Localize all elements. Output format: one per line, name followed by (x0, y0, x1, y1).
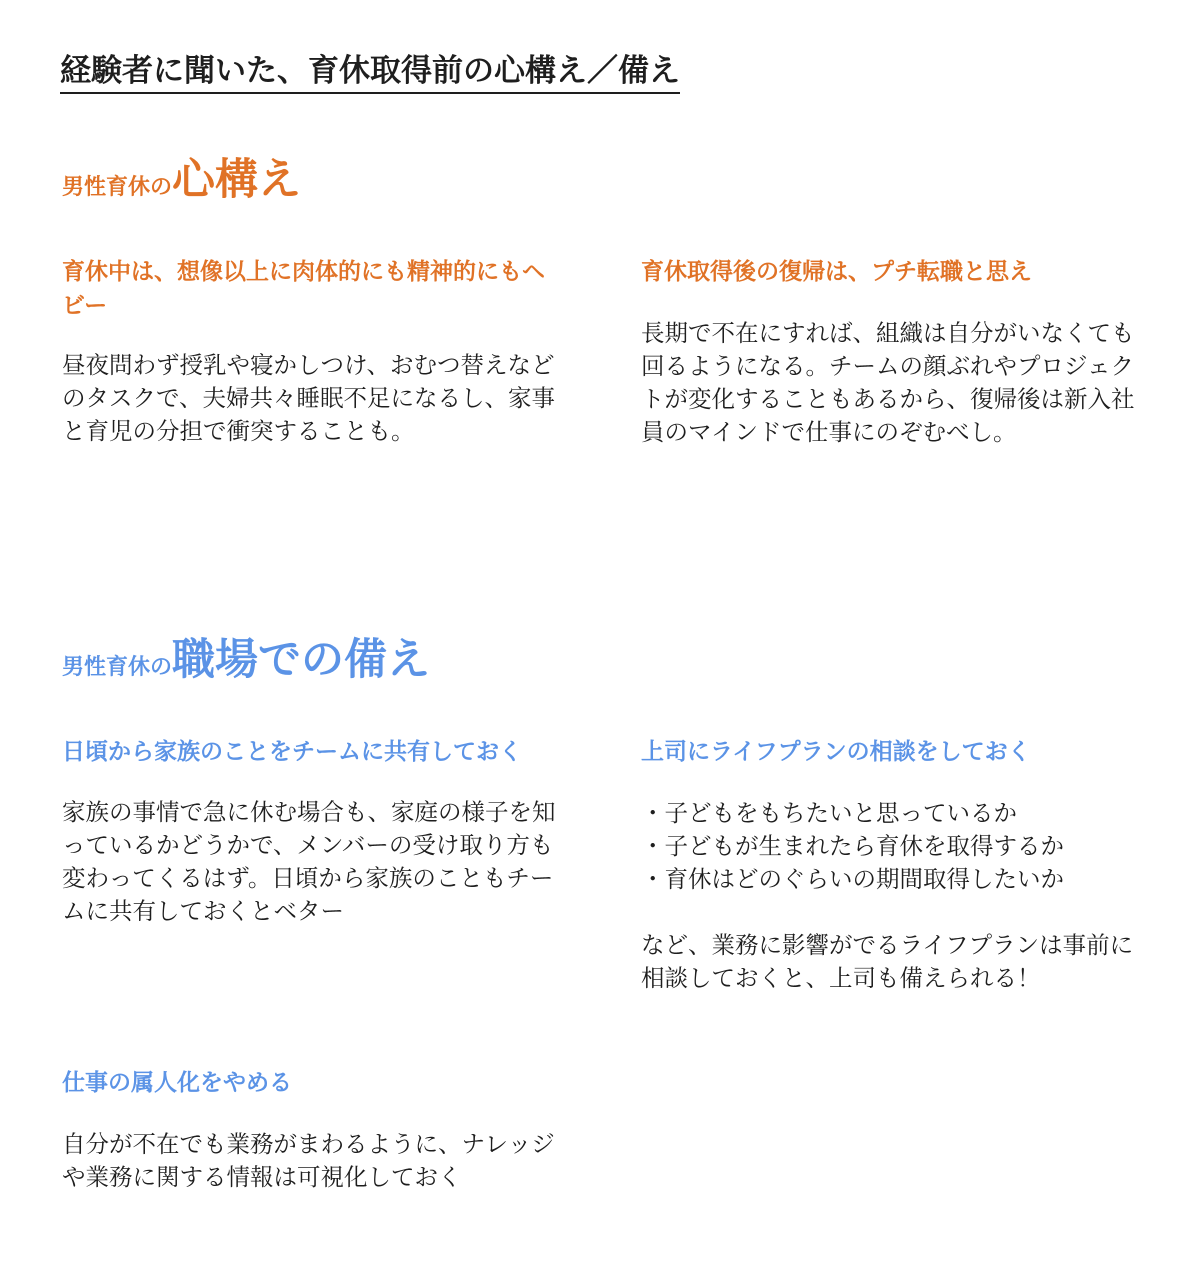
bullet-item: ・ 育休はどのぐらいの期間取得したいか (641, 863, 1141, 896)
section-heading-workplace (62, 626, 430, 687)
item-body: 長期で不在にすれば、組織は自分がいなくても回るようになる。チームの顔ぶれやプロジェクトが変化することもあるから、復帰後は新入社員のマインドで仕事にのぞむべし。 (641, 319, 1135, 446)
item-title: 育休中は、想像以上に肉体的にも精神的にもヘビー (62, 259, 545, 319)
section-heading-main: 職場での備え (172, 635, 431, 685)
item-title: 上司にライフプランの相談をしておく (641, 739, 1031, 765)
item-title: 日頃から家族のことをチームに共有しておく (62, 739, 522, 765)
bullet-list (641, 797, 1141, 896)
item-body: 自分が不在でも業務がまわるように、ナレッジや業務に関する情報は可視化しておく (62, 1130, 555, 1191)
mindset-item-heavy (62, 255, 557, 448)
mindset-item-return (641, 255, 1141, 449)
bullet-item: ・ 子どもをもちたいと思っているか (641, 797, 1141, 830)
workplace-item-share-family (62, 735, 557, 928)
bullet-item: ・ 子どもが生まれたら育休を取得するか (641, 830, 1141, 863)
workplace-item-knowledge-sharing (62, 1066, 557, 1194)
section-heading-mindset (62, 146, 301, 207)
item-title: 育休取得後の復帰は、プチ転職と思え (641, 259, 1032, 285)
item-body: 昼夜問わず授乳や寝かしつけ、おむつ替えなどのタスクで、夫婦共々睡眠不足になるし、家事と育児の分担で衝突することも。 (62, 351, 556, 445)
page-title: 経験者に聞いた、育休取得前の心構え／備え (60, 50, 680, 94)
section-heading-prefix: 男性育休の (62, 175, 173, 200)
item-title: 仕事の属人化をやめる (62, 1070, 292, 1096)
workplace-item-life-plan (641, 735, 1141, 995)
section-heading-main: 心構え (172, 155, 302, 205)
item-body: 家族の事情で急に休む場合も、家庭の様子を知っているかどうかで、メンバーの受け取り方も変わってくるはず。日頃から家族のこともチームに共有しておくとベター (62, 798, 556, 925)
section-heading-prefix: 男性育休の (62, 655, 173, 680)
item-body: など、業務に影響がでるライフプランは事前に相談しておくと、上司も備えられる！ (641, 931, 1134, 992)
